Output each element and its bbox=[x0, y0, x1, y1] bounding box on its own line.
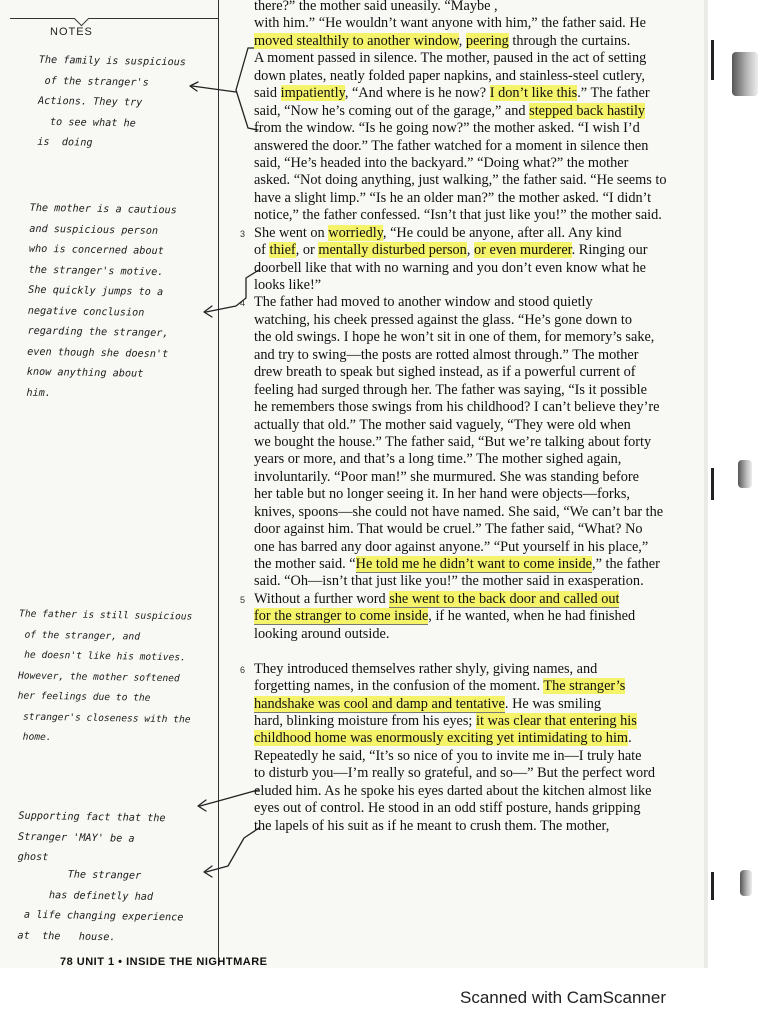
text-line bbox=[254, 434, 694, 451]
highlighted-text: or even murderer bbox=[473, 242, 572, 259]
highlighted-text: moved stealthily to another window bbox=[254, 32, 459, 49]
text-line bbox=[254, 190, 694, 207]
text-run: of bbox=[254, 242, 270, 259]
text-line bbox=[254, 504, 694, 521]
highlighted-text: The stranger’s bbox=[543, 678, 626, 695]
handwritten-note-ghost: Supporting fact that the Stranger 'MAY' be a ghost bbox=[17, 810, 166, 864]
text-line bbox=[254, 312, 694, 329]
text-run: have a slight limp.” “Is he an older man?” the mother asked. “I didn’t bbox=[254, 189, 652, 206]
text-line bbox=[254, 713, 694, 730]
text-run: to disturb you—I’m really so grateful, and so—” But the perfect word bbox=[254, 765, 656, 782]
text-line bbox=[254, 678, 694, 695]
text-line bbox=[254, 172, 694, 189]
text-line bbox=[254, 382, 694, 399]
text-line bbox=[254, 800, 694, 817]
highlighted-text: for the stranger to come inside bbox=[254, 608, 429, 625]
text-line bbox=[254, 347, 694, 364]
text-run: ,” the father bbox=[592, 556, 660, 572]
binder-ring-middle bbox=[738, 460, 752, 488]
edge-mark-bottom bbox=[711, 872, 714, 900]
paragraph-number: 5 bbox=[240, 594, 246, 605]
text-run: doorbell like that with no warning and you don’t even know what he bbox=[254, 259, 647, 276]
text-run: They introduced themselves rather shyly, giving names, and bbox=[254, 660, 598, 677]
camscanner-watermark: Scanned with CamScanner bbox=[460, 988, 667, 1007]
text-line bbox=[254, 120, 694, 137]
text-run: Without a further word bbox=[254, 590, 390, 607]
text-run: . He was smiling bbox=[504, 695, 602, 712]
text-run: actually that old.” The mother said vaguely, “They were old when bbox=[254, 416, 631, 433]
highlighted-text: stepped back hastily bbox=[529, 102, 646, 119]
text-line bbox=[254, 15, 694, 32]
text-line bbox=[254, 364, 694, 381]
text-line bbox=[254, 451, 694, 468]
text-run: one has barred any door against anyone.” “Put yourself in his place,” bbox=[254, 538, 649, 555]
text-run: and try to swing—the posts are rotted almost through.” The mother bbox=[254, 346, 639, 363]
text-line bbox=[254, 748, 694, 765]
text-run: notice,” the father confessed. “Isn’t that just like you!” the mother said. bbox=[254, 207, 662, 224]
text-line bbox=[240, 224, 694, 242]
text-line bbox=[254, 556, 694, 573]
text-run: the lapels of his suit as if he meant to crush them. The mother, bbox=[254, 817, 610, 834]
text-run: . Ringing our bbox=[571, 242, 648, 259]
binder-ring-bottom bbox=[740, 870, 752, 896]
text-run: eluded him. As he spoke his eyes darted about the kitchen almost like bbox=[254, 782, 652, 799]
text-run: looks like!” bbox=[254, 277, 322, 293]
text-line bbox=[254, 539, 694, 556]
story-text bbox=[240, 0, 694, 835]
text-run: , “And where is he now? bbox=[344, 85, 490, 102]
highlighted-text: peering bbox=[465, 32, 509, 49]
text-line bbox=[240, 294, 694, 311]
text-run: watching, his cheek pressed against the glass. “He’s gone down to bbox=[254, 311, 632, 328]
text-line bbox=[254, 329, 694, 346]
text-run: door against him. That would be cruel.” The father said, “What? No bbox=[254, 521, 643, 538]
text-run: , if he wanted, when he had finished bbox=[428, 608, 636, 625]
text-run: drew breath to speak but sighed instead, as if a powerful current of bbox=[254, 364, 636, 381]
text-line bbox=[254, 399, 694, 416]
text-line bbox=[254, 138, 694, 155]
text-run: through the curtains. bbox=[508, 32, 631, 49]
text-line bbox=[254, 818, 694, 835]
handwritten-note-father-suspicious: The father is still suspicious of the stranger, and he doesn't like his motives. However, the mother softened her feelings due to the stranger's closeness with the home. bbox=[16, 608, 193, 744]
page-footer: 78 UNIT 1 • INSIDE THE NIGHTMARE bbox=[60, 956, 268, 968]
arrow-1 bbox=[192, 86, 236, 92]
text-run: the old swings. I hope he won’t sit in one of them, for memory’s sake, bbox=[254, 329, 655, 346]
text-line bbox=[254, 626, 694, 643]
text-run: .” The father bbox=[577, 85, 650, 102]
text-run: down plates, neatly folded paper napkins, and stainless-steel cutlery, bbox=[254, 67, 645, 84]
text-run: hard, blinking moisture from his eyes; bbox=[254, 712, 476, 729]
text-run: involuntarily. “Poor man!” she murmured. She was standing before bbox=[254, 468, 639, 485]
arrow-3 bbox=[200, 790, 258, 806]
text-line bbox=[254, 417, 694, 434]
text-run: there?” the mother said uneasily. “Maybe , bbox=[254, 0, 498, 14]
text-line bbox=[254, 33, 694, 50]
text-run: the mother said. “ bbox=[254, 556, 356, 572]
text-run: answered the door.” The father watched for a moment in silence then bbox=[254, 137, 649, 154]
text-line bbox=[254, 486, 694, 503]
text-run: forgetting names, in the confusion of the moment. bbox=[254, 678, 544, 695]
text-run: A moment passed in silence. The mother, paused in the act of setting bbox=[254, 50, 647, 67]
text-line bbox=[254, 277, 694, 294]
text-line bbox=[254, 260, 694, 277]
text-line bbox=[254, 0, 694, 15]
text-run: with him.” “He wouldn’t want anyone with him,” the father said. He bbox=[254, 15, 647, 32]
text-run: said bbox=[254, 85, 281, 102]
text-run: years or more, and that’s a long time.” The mother sighed again, bbox=[254, 451, 622, 468]
text-run: looking around outside. bbox=[254, 625, 390, 642]
highlighted-text: childhood home was enormously exciting yet intimidating to him bbox=[254, 730, 629, 747]
highlighted-text: handshake was cool and damp and tentative bbox=[254, 695, 505, 712]
highlighted-text: mentally disturbed person bbox=[318, 242, 467, 259]
text-run: feeling had surged through her. The father was saying, “Is it possible bbox=[254, 381, 647, 398]
highlighted-text: impatiently bbox=[280, 85, 345, 102]
text-line bbox=[254, 242, 694, 259]
paragraph-number: 3 bbox=[240, 228, 246, 239]
text-run: Repeatedly he said, “It’s so nice of you to invite me in—I truly hate bbox=[254, 747, 642, 764]
text-line bbox=[254, 643, 694, 660]
text-line bbox=[254, 469, 694, 486]
text-line bbox=[254, 521, 694, 538]
arrow-4 bbox=[206, 826, 260, 872]
text-line bbox=[254, 765, 694, 782]
text-line bbox=[254, 85, 694, 102]
text-run: he remembers those swings from his childhood? I can’t believe they’re bbox=[254, 399, 660, 416]
text-run: said, “Now he’s coming out of the garage,” and bbox=[254, 102, 530, 119]
text-line bbox=[240, 590, 694, 608]
text-run: from the window. “Is he going now?” the mother asked. “I wish I’d bbox=[254, 120, 640, 137]
text-run: her table but no longer seeing it. In her hand were objects—forks, bbox=[254, 486, 630, 503]
text-run: , or bbox=[295, 242, 319, 259]
text-run: She went on bbox=[254, 224, 329, 241]
text-run: The father had moved to another window and stood quietly bbox=[254, 294, 593, 311]
text-run: , bbox=[466, 242, 474, 259]
arrow-2 bbox=[206, 268, 260, 312]
text-run: said, “He’s headed into the backyard.” “Doing what?” the mother bbox=[254, 154, 629, 171]
text-line bbox=[254, 155, 694, 172]
text-run: said. “Oh—isn’t that just like you!” the mother said in exasperation. bbox=[254, 573, 644, 590]
annotation-arrows bbox=[0, 0, 260, 968]
binder-ring-top bbox=[732, 52, 758, 96]
highlighted-text: she went to the back door and called out bbox=[389, 590, 620, 607]
paragraph-number: 4 bbox=[240, 298, 246, 309]
edge-mark-top bbox=[711, 40, 714, 80]
text-line bbox=[240, 660, 694, 678]
text-line bbox=[254, 783, 694, 800]
text-line bbox=[254, 608, 694, 625]
handwritten-note-life-changing: The stranger has definetly had a life changing experience at the house. bbox=[17, 868, 184, 943]
text-run: we bought the house.” The father said, “But we’re talking about forty bbox=[254, 433, 652, 450]
text-run: , bbox=[458, 32, 466, 49]
highlighted-text: I don’t like this bbox=[489, 85, 578, 102]
edge-mark-middle bbox=[711, 468, 714, 500]
text-line bbox=[254, 68, 694, 85]
text-run: knives, spoons—she could not have named. She said, “We can’t bar the bbox=[254, 503, 664, 520]
text-run: eyes out of control. He stood in an odd stiff posture, hands gripping bbox=[254, 800, 641, 817]
highlighted-text: thief bbox=[269, 242, 296, 259]
page-edge-shadow bbox=[704, 0, 708, 968]
text-run: . bbox=[628, 730, 632, 747]
notes-header: NOTES bbox=[50, 26, 93, 38]
paragraph-number: 6 bbox=[240, 664, 246, 675]
text-line bbox=[254, 50, 694, 67]
handwritten-note-family-suspicious: The family is suspicious of the stranger's Actions. They try to see what he is doing bbox=[37, 54, 187, 149]
text-line bbox=[254, 573, 694, 590]
text-line bbox=[254, 207, 694, 224]
text-run: asked. “Not doing anything, just walking,” the father said. “He seems to bbox=[254, 172, 667, 189]
text-line bbox=[254, 696, 694, 713]
highlighted-text: He told me he didn’t want to come inside bbox=[355, 556, 593, 572]
highlighted-text: worriedly bbox=[328, 224, 383, 241]
text-run: , “He could be anyone, after all. Any kind bbox=[382, 224, 622, 241]
text-line bbox=[254, 730, 694, 747]
handwritten-note-mother-cautious: The mother is a cautious and suspicious person who is concerned about the stranger's motive. She quickly jumps to a negative conclusion regarding the stranger, even though she doesn't know anything about him. bbox=[26, 202, 177, 399]
text-line bbox=[254, 103, 694, 120]
highlighted-text: it was clear that entering his bbox=[475, 712, 637, 729]
